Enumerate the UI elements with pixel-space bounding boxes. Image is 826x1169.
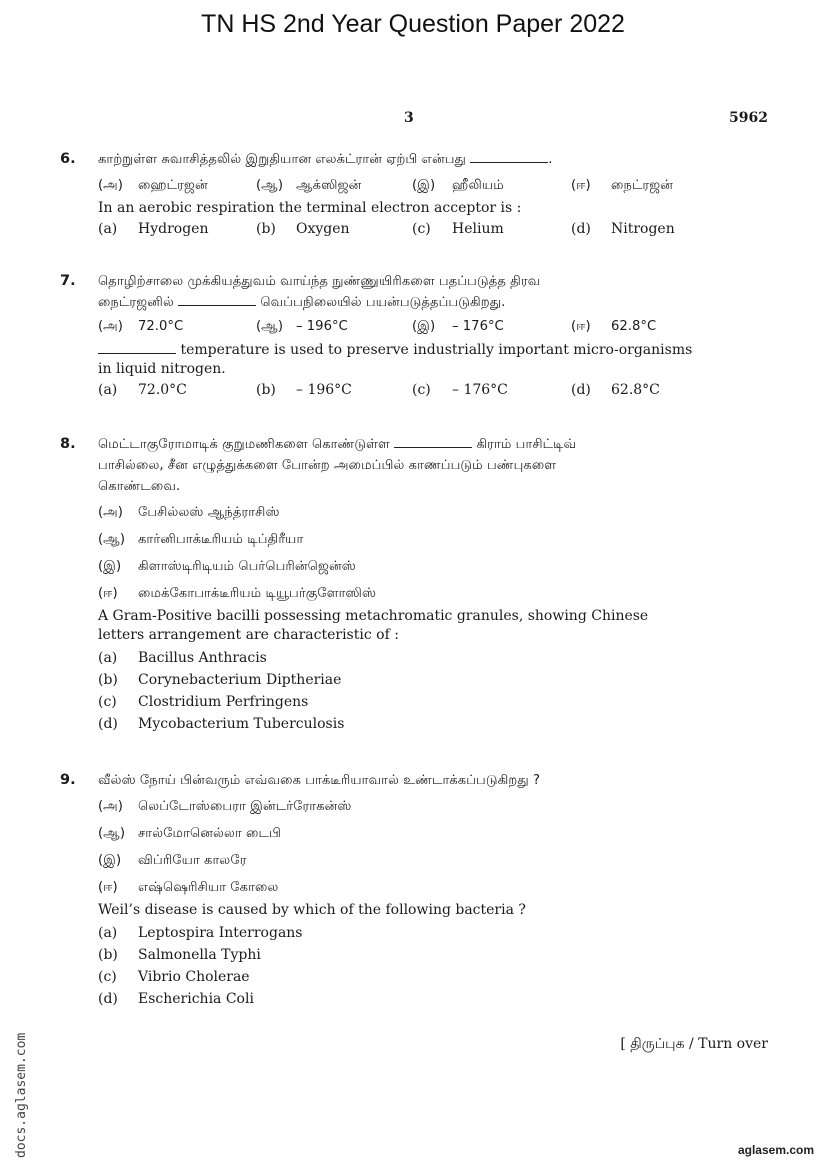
question-number: 9. — [60, 772, 76, 788]
option-d: (d) Mycobacterium Tuberculosis — [98, 715, 345, 732]
option-d-tamil: (ஈ) நைட்ரஜன் — [571, 178, 674, 193]
option-d-tamil: (ஈ) எஷ்ஷெரிசியா கோலை — [98, 880, 279, 895]
question-number: 7. — [60, 273, 76, 289]
answer-blank — [470, 149, 548, 163]
option-d: (d) Nitrogen — [571, 221, 675, 237]
page-title: TN HS 2nd Year Question Paper 2022 — [201, 10, 625, 38]
answer-blank — [98, 340, 176, 354]
english-options — [98, 647, 730, 735]
option-d: (d) Escherichia Coli — [98, 990, 254, 1007]
option-c-tamil: (இ) – 176°C — [412, 319, 504, 334]
paper-code: 5962 — [729, 110, 768, 126]
tamil-options — [98, 499, 730, 607]
question-text-english-cont: letters arrangement are characteristic of : — [98, 627, 399, 643]
option-c: (c) – 176°C — [412, 382, 508, 398]
question-text-tamil: மெட்டாகுரோமாடிக் குறுமணிகளை கொண்டுள்ள கிராம் பாசிட்டிவ் பாசில்லை, சீன எழுத்துக்களை போன்ற அமைப்பில் காணப்படும் பண்புகளை கொண்டவை. — [98, 434, 730, 497]
option-c-tamil: (இ) விப்ரியோ காலரே — [98, 853, 247, 868]
option-c-tamil: (இ) ஹீலியம் — [412, 178, 504, 193]
option-a: (a) 72.0°C — [98, 382, 187, 398]
option-a: (a) Leptospira Interrogans — [98, 924, 303, 941]
side-watermark: docs.aglasem.com — [14, 1032, 29, 1158]
option-b: (b) Oxygen — [256, 221, 350, 237]
option-c: (c) Helium — [412, 221, 504, 237]
option-d-tamil: (ஈ) மைக்கோபாக்டீரியம் டியூபர்குளோஸிஸ் — [98, 586, 377, 601]
option-b: (b) Salmonella Typhi — [98, 946, 261, 963]
question-text-english: Weil’s disease is caused by which of the following bacteria ? — [98, 902, 526, 918]
option-a-tamil: (அ) 72.0°C — [98, 319, 184, 334]
english-options — [98, 379, 730, 402]
option-b-tamil: (ஆ) கார்னிபாக்டீரியம் டிப்திரீயா — [98, 532, 304, 547]
question-text-tamil: தொழிற்சாலை முக்கியத்துவம் வாய்ந்த நுண்ணுயிரிகளை பதப்படுத்த திரவ நைட்ரஜனில் வெப்பநிலையில் பயன்படுத்தப்படுகிறது. — [98, 274, 541, 310]
question-text-english: temperature is used to preserve industrially important micro-organisms — [98, 340, 730, 360]
turn-over-note: [ திருப்புக / Turn over — [620, 1036, 768, 1052]
option-b-tamil: (ஆ) ஆக்ஸிஜன் — [256, 178, 362, 193]
english-options — [98, 218, 730, 241]
option-d: (d) 62.8°C — [571, 382, 660, 398]
question-number: 8. — [60, 436, 76, 452]
question-number: 6. — [60, 151, 76, 167]
question-text-tamil: வீல்ஸ் நோய் பின்வரும் எவ்வகை பாக்டீரியாவால் உண்டாக்கப்படுகிறது ? — [98, 773, 541, 788]
tamil-options — [98, 793, 730, 901]
option-c-tamil: (இ) கிளாஸ்டிரிடியம் பெர்பெரின்ஜென்ஸ் — [98, 559, 356, 574]
question-text-tamil: காற்றுள்ள சுவாசித்தலில் இறுதியான எலக்ட்ரான் ஏற்பி என்பது . — [98, 149, 730, 170]
option-b-tamil: (ஆ) – 196°C — [256, 319, 348, 334]
page-number: 3 — [404, 110, 414, 126]
option-a: (a) Bacillus Anthracis — [98, 649, 267, 666]
answer-blank — [178, 292, 256, 306]
option-a-tamil: (அ) லெப்டோஸ்பைரா இன்டர்ரோகன்ஸ் — [98, 799, 352, 814]
option-a-tamil: (அ) ஹைட்ரஜன் — [98, 178, 208, 193]
option-a: (a) Hydrogen — [98, 221, 209, 237]
option-b: (b) Corynebacterium Diptheriae — [98, 671, 342, 688]
option-a-tamil: (அ) பேசில்லஸ் ஆந்த்ராசிஸ் — [98, 505, 280, 520]
option-b: (b) – 196°C — [256, 382, 352, 398]
option-b-tamil: (ஆ) சால்மோனெல்லா டைபி — [98, 826, 282, 841]
question-text-english-cont: in liquid nitrogen. — [98, 361, 226, 377]
option-c: (c) Vibrio Cholerae — [98, 968, 250, 985]
question-text-english: A Gram-Positive bacilli possessing metachromatic granules, showing Chinese — [98, 608, 649, 624]
question-text-english: In an aerobic respiration the terminal electron acceptor is : — [98, 200, 522, 216]
tamil-options — [98, 174, 730, 197]
tamil-options — [98, 315, 730, 338]
answer-blank — [394, 434, 472, 448]
english-options — [98, 922, 730, 1010]
option-d-tamil: (ஈ) 62.8°C — [571, 319, 657, 334]
brand-watermark: aglasem.com — [737, 1143, 814, 1157]
option-c: (c) Clostridium Perfringens — [98, 693, 309, 710]
